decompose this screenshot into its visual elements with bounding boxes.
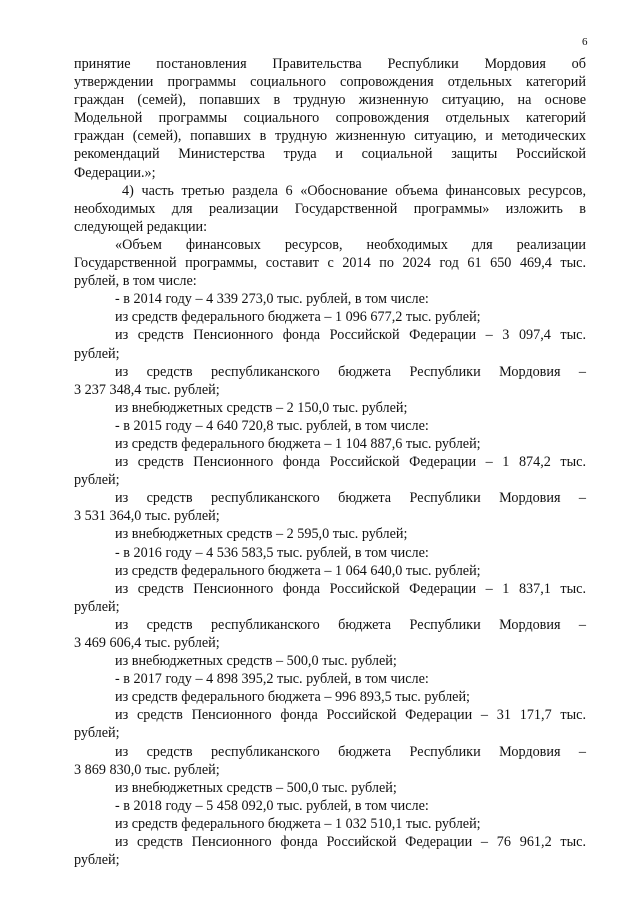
text-line: - в 2016 году – 4 536 583,5 тыс. рублей, в том числе: <box>115 544 429 561</box>
text-line: из внебюджетных средств – 2 150,0 тыс. рублей; <box>115 399 408 416</box>
text-line: - в 2018 году – 5 458 092,0 тыс. рублей, в том числе: <box>115 797 429 814</box>
text-line: граждан (семей), попавших в трудную жизненную ситуацию, и методических <box>74 128 586 145</box>
text-line: из средств федерального бюджета – 996 893,5 тыс. рублей; <box>115 689 470 706</box>
text-line: Государственной программы, составит с 2014 по 2024 год 61 650 469,4 тыс. <box>74 255 586 272</box>
text-line: рублей; <box>74 852 120 869</box>
text-line: 3 237 348,4 тыс. рублей; <box>74 381 220 398</box>
text-line: необходимых для реализации Государственной программы» изложить в <box>74 200 586 217</box>
text-line: из средств республиканского бюджета Республики Мордовия – <box>115 616 586 633</box>
text-line: - в 2017 году – 4 898 395,2 тыс. рублей, в том числе: <box>115 671 429 688</box>
text-line: 3 531 364,0 тыс. рублей; <box>74 508 220 525</box>
text-line: рублей; <box>74 472 120 489</box>
text-line: 4) часть третью раздела 6 «Обоснование объема финансовых ресурсов, <box>122 182 586 199</box>
text-line: принятие постановления Правительства Республики Мордовия об <box>74 56 586 72</box>
page-number: 6 <box>582 36 588 48</box>
text-line: из средств республиканского бюджета Республики Мордовия – <box>115 363 586 380</box>
text-line: из средств республиканского бюджета Республики Мордовия – <box>115 743 586 760</box>
text-line: утверждении программы социального сопровождения отдельных категорий <box>74 74 586 91</box>
document-body <box>74 55 586 869</box>
text-line: из средств Пенсионного фонда Российской Федерации – 1 874,2 тыс. <box>115 454 586 471</box>
text-line: из средств Пенсионного фонда Российской Федерации – 76 961,2 тыс. <box>115 834 586 851</box>
text-line: рекомендаций Министерства труда и социальной защиты Российской <box>74 146 586 163</box>
text-line: из средств Пенсионного фонда Российской Федерации – 3 097,4 тыс. <box>115 327 586 344</box>
text-line: из средств Пенсионного фонда Российской Федерации – 1 837,1 тыс. <box>115 580 586 597</box>
text-line: 3 469 606,4 тыс. рублей; <box>74 635 220 651</box>
text-line: следующей редакции: <box>74 218 208 235</box>
text-line: из средств Пенсионного фонда Российской Федерации – 31 171,7 тыс. <box>115 707 586 724</box>
text-line: рублей, в том числе: <box>74 273 197 290</box>
text-line: Модельной программы социального сопровождения отдельных категорий <box>74 110 586 127</box>
text-line: рублей; <box>74 598 120 615</box>
text-line: из средств федерального бюджета – 1 064 640,0 тыс. рублей; <box>115 562 481 579</box>
text-line: - в 2014 году – 4 339 273,0 тыс. рублей, в том числе: <box>115 291 429 308</box>
text-line: из внебюджетных средств – 2 595,0 тыс. рублей; <box>115 526 408 543</box>
text-line: «Объем финансовых ресурсов, необходимых для реализации <box>115 236 586 253</box>
text-line: Федерации.»; <box>74 164 156 181</box>
text-line: из внебюджетных средств – 500,0 тыс. рублей; <box>115 653 397 670</box>
text-line: из средств федерального бюджета – 1 096 677,2 тыс. рублей; <box>115 309 481 326</box>
text-line: рублей; <box>74 725 120 742</box>
text-line: из внебюджетных средств – 500,0 тыс. рублей; <box>115 779 397 796</box>
text-line: из средств республиканского бюджета Республики Мордовия – <box>115 490 586 507</box>
text-line: из средств федерального бюджета – 1 104 887,6 тыс. рублей; <box>115 435 481 452</box>
text-line: 3 869 830,0 тыс. рублей; <box>74 761 220 778</box>
text-line: из средств федерального бюджета – 1 032 510,1 тыс. рублей; <box>115 815 481 832</box>
text-line: граждан (семей), попавших в трудную жизненную ситуацию, на основе <box>74 92 586 109</box>
text-line: рублей; <box>74 345 120 362</box>
text-line: - в 2015 году – 4 640 720,8 тыс. рублей, в том числе: <box>115 417 429 434</box>
